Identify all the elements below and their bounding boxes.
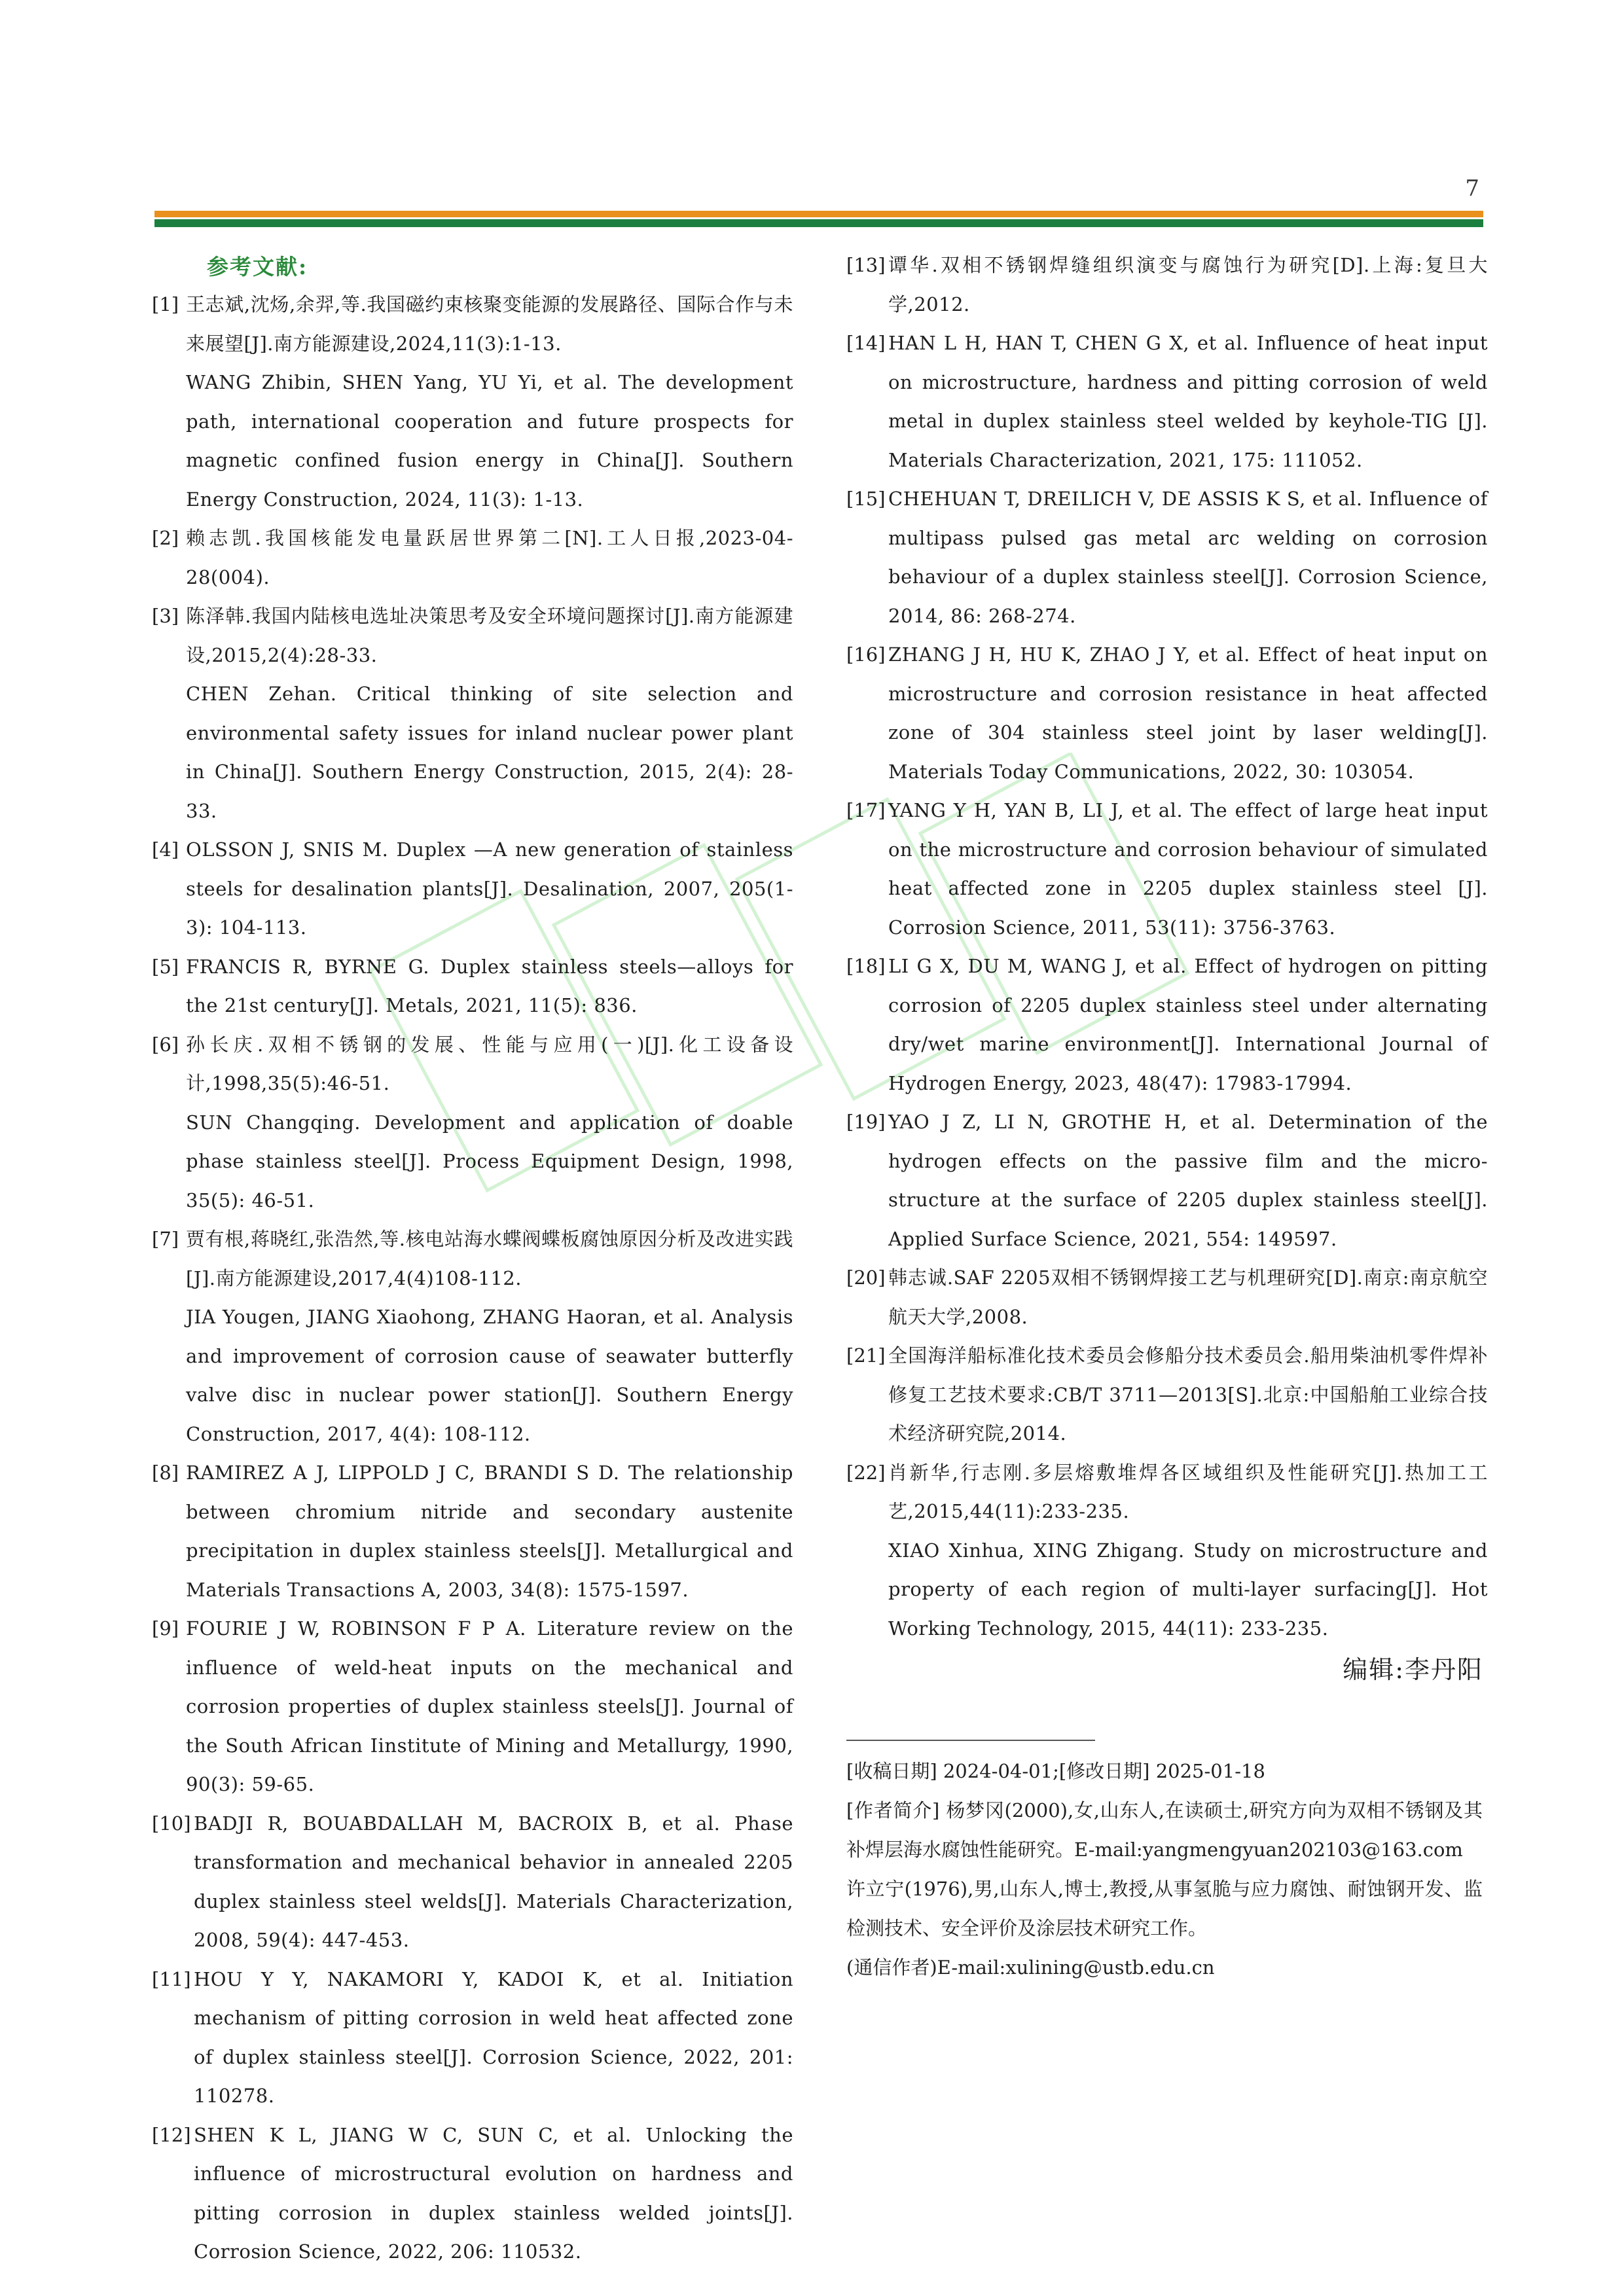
- reference-item: [152, 831, 793, 948]
- dates-line: [846, 1751, 1483, 1791]
- reference-english: XIAO Xinhua, XING Zhigang. Study on microstructure and property of each region of multi-layer surfacing[J]. Hot Working Technology, 2015, 44(11): 233-235.: [888, 1539, 1488, 1640]
- reference-body: [186, 1026, 793, 1221]
- reference-english: FRANCIS R, BYRNE G. Duplex stainless steels—alloys for the 21st century[J]. Metals, 2021, 11(5): 836.: [186, 955, 793, 1016]
- references-heading: 参考文献:: [207, 254, 308, 279]
- reference-number: [6]: [152, 1033, 179, 1056]
- reference-item: [152, 1454, 793, 1609]
- header-rule-orange: [154, 211, 1483, 217]
- reference-number: [8]: [152, 1462, 179, 1484]
- reference-item: [152, 1609, 793, 1804]
- reference-body: [888, 324, 1488, 480]
- reference-number: [9]: [152, 1617, 179, 1640]
- reference-number: [20]: [846, 1266, 886, 1289]
- reference-body: [186, 1220, 793, 1454]
- reference-english: HAN L H, HAN T, CHEN G X, et al. Influence of heat input on microstructure, hardness and pitting corrosion of weld metal in duplex stainless steel welded by keyhole-TIG [J]. Materials Characterization, 2021, 175: 111052.: [888, 332, 1488, 471]
- reference-body: [186, 1609, 793, 1804]
- reference-body: [186, 519, 793, 597]
- reference-number: [13]: [846, 254, 886, 276]
- reference-item: [152, 1026, 793, 1221]
- reference-english: HOU Y Y, NAKAMORI Y, KADOI K, et al. Initiation mechanism of pitting corrosion in weld heat affected zone of duplex stainless steel[J]. Corrosion Science, 2022, 201: 110278.: [194, 1967, 793, 2107]
- reference-english: WANG Zhibin, SHEN Yang, YU Yi, et al. The development path, international cooperation and future prospects for magnetic confined fusion energy in China[J]. Southern Energy Construction, 2024, 11(3): 1-13.: [186, 371, 793, 511]
- reference-number: [19]: [846, 1111, 886, 1133]
- reference-chinese: 王志斌,沈炀,余羿,等.我国磁约束核聚变能源的发展路径、国际合作与未来展望[J].南方能源建设,2024,11(3):1-13.: [186, 293, 793, 355]
- reference-chinese: 贾有根,蒋晓红,张浩然,等.核电站海水蝶阀蝶板腐蚀原因分析及改进实践[J].南方能源建设,2017,4(4)108-112.: [186, 1228, 793, 1289]
- reference-number: [15]: [846, 488, 886, 510]
- reference-number: [5]: [152, 955, 179, 978]
- reference-english: SHEN K L, JIANG W C, SUN C, et al. Unlocking the influence of microstructural evolution on hardness and pitting corrosion in duplex stainless welded joints[J]. Corrosion Science, 2022, 206: 110532.: [194, 2123, 793, 2263]
- reference-body: [186, 948, 793, 1026]
- reference-english: RAMIREZ A J, LIPPOLD J C, BRANDI S D. The relationship between chromium nitride and secondary austenite precipitation in duplex stainless steels[J]. Metallurgical and Materials Transactions A, 2003, 34(8): 1575-1597.: [186, 1462, 793, 1601]
- reference-english: CHEHUAN T, DREILICH V, DE ASSIS K S, et al. Influence of multipass pulsed gas metal arc welding on corrosion behaviour of a duplex stainless steel[J]. Corrosion Science, 2014, 86: 268-274.: [888, 488, 1488, 627]
- revised-label: [修改日期]: [1058, 1760, 1150, 1782]
- reference-item: [846, 947, 1488, 1103]
- reference-number: [7]: [152, 1228, 179, 1250]
- reference-item: [152, 597, 793, 831]
- reference-english: LI G X, DU M, WANG J, et al. Effect of hydrogen on pitting corrosion of 2205 duplex stainless steel under alternating dry/wet marine environment[J]. International Journal of Hydrogen Energy, 2023, 48(47): 17983-17994.: [888, 955, 1488, 1094]
- reference-body: [888, 791, 1488, 947]
- reference-chinese: 肖新华,行志刚.多层熔敷堆焊各区域组织及性能研究[J].热加工工艺,2015,44(11):233-235.: [888, 1461, 1488, 1522]
- reference-item: [152, 2116, 793, 2272]
- reference-item: [846, 1103, 1488, 1259]
- editor-credit: 编辑:李丹阳: [1343, 1655, 1483, 1684]
- author-label: [作者简介]: [846, 1799, 940, 1821]
- reference-number: [22]: [846, 1461, 886, 1484]
- reference-number: [21]: [846, 1344, 886, 1367]
- reference-chinese: 孙长庆.双相不锈钢的发展、性能与应用(一)[J].化工设备设计,1998,35(5):46-51.: [186, 1033, 793, 1094]
- reference-item: [152, 519, 793, 597]
- reference-english: FOURIE J W, ROBINSON F P A. Literature review on the influence of weld-heat inputs on the mechanical and corrosion properties of duplex stainless steels[J]. Journal of the South African Iinstitute of Mining and Metallurgy, 1990, 90(3): 59-65.: [186, 1617, 793, 1795]
- reference-body: [186, 597, 793, 831]
- reference-body: [186, 1454, 793, 1609]
- reference-item: [846, 1336, 1488, 1454]
- footnote-rule: [846, 1740, 1095, 1741]
- reference-number: [17]: [846, 799, 886, 821]
- page-number: 7: [1465, 175, 1479, 202]
- reference-chinese: 全国海洋船标准化技术委员会修船分技术委员会.船用柴油机零件焊补修复工艺技术要求:CB/T 3711—2013[S].北京:中国船舶工业综合技术经济研究院,2014.: [888, 1344, 1488, 1444]
- reference-english: BADJI R, BOUABDALLAH M, BACROIX B, et al. Phase transformation and mechanical behavior in annealed 2205 duplex stainless steel welds[J]. Materials Characterization, 2008, 59(4): 447-453.: [194, 1812, 793, 1951]
- reference-chinese: 谭华.双相不锈钢焊缝组织演变与腐蚀行为研究[D].上海:复旦大学,2012.: [888, 254, 1488, 315]
- received-label: [收稿日期]: [846, 1760, 937, 1782]
- reference-english: YAO J Z, LI N, GROTHE H, et al. Determination of the hydrogen effects on the passive film and the micro-structure at the surface of 2205 duplex stainless steel[J]. Applied Surface Science, 2021, 554: 149597.: [888, 1111, 1488, 1250]
- author1-text: 杨梦冈(2000),女,山东人,在读硕士,研究方向为双相不锈钢及其补焊层海水腐蚀性能研究。E-mail:yangmengyuan202103@163.com: [846, 1799, 1483, 1861]
- reference-body: [888, 636, 1488, 791]
- reference-body: [888, 1103, 1488, 1259]
- reference-number: [18]: [846, 955, 886, 977]
- reference-english: YANG Y H, YAN B, LI J, et al. The effect of large heat input on the microstructure and corrosion behaviour of simulated heat affected zone in 2205 duplex stainless steel [J]. Corrosion Science, 2011, 53(11): 3756-3763.: [888, 799, 1488, 939]
- reference-number: [12]: [152, 2123, 191, 2146]
- reference-body: [194, 2116, 793, 2272]
- reference-item: [846, 1454, 1488, 1649]
- reference-item: [152, 1960, 793, 2116]
- reference-number: [10]: [152, 1812, 191, 1835]
- reference-number: [14]: [846, 332, 886, 354]
- reference-body: [194, 1804, 793, 1960]
- reference-number: [16]: [846, 643, 886, 666]
- reference-number: [2]: [152, 527, 179, 549]
- reference-body: [194, 1960, 793, 2116]
- reference-item: [846, 246, 1488, 324]
- reference-english: CHEN Zehan. Critical thinking of site selection and environmental safety issues for inland nuclear power plant in China[J]. Southern Energy Construction, 2015, 2(4): 28-33.: [186, 683, 793, 822]
- reference-english: SUN Changqing. Development and application of doable phase stainless steel[J]. Process Equipment Design, 1998, 35(5): 46-51.: [186, 1111, 793, 1211]
- author-bio-2: 许立宁(1976),男,山东人,博士,教授,从事氢脆与应力腐蚀、耐蚀钢开发、监检测技术、安全评价及涂层技术研究工作。: [846, 1878, 1483, 1939]
- reference-english: JIA Yougen, JIANG Xiaohong, ZHANG Haoran, et al. Analysis and improvement of corrosion cause of seawater butterfly valve disc in nuclear power station[J]. Southern Energy Construction, 2017, 4(4): 108-112.: [186, 1306, 793, 1445]
- author-bio-1: [846, 1791, 1483, 1869]
- reference-item: [152, 1220, 793, 1454]
- received-date: 2024-04-01;: [943, 1760, 1059, 1782]
- reference-chinese: 赖志凯.我国核能发电量跃居世界第二[N].工人日报,2023-04-28(004).: [186, 527, 793, 588]
- reference-item: [152, 285, 793, 519]
- reference-body: [888, 1454, 1488, 1649]
- reference-number: [3]: [152, 605, 179, 627]
- reference-english: OLSSON J, SNIS M. Duplex —A new generation of stainless steels for desalination plants[J]. Desalination, 2007, 205(1-3): 104-113.: [186, 838, 793, 939]
- reference-body: [888, 246, 1488, 324]
- reference-item: [846, 1259, 1488, 1336]
- reference-english: ZHANG J H, HU K, ZHAO J Y, et al. Effect of heat input on microstructure and corrosion resistance in heat affected zone of 304 stainless steel joint by laser welding[J]. Materials Today Communications, 2022, 30: 103054.: [888, 643, 1488, 783]
- corresponding-email: (通信作者)E-mail:xulining@ustb.edu.cn: [846, 1956, 1215, 1979]
- reference-chinese: 韩志诚.SAF 2205双相不锈钢焊接工艺与机理研究[D].南京:南京航空航天大学,2008.: [888, 1266, 1488, 1328]
- reference-body: [888, 947, 1488, 1103]
- references-list-right: [846, 246, 1488, 1648]
- footnotes: [846, 1751, 1483, 1987]
- reference-body: [888, 480, 1488, 636]
- reference-item: [152, 948, 793, 1026]
- revised-date: 2025-01-18: [1155, 1760, 1265, 1782]
- reference-number: [1]: [152, 293, 179, 315]
- reference-item: [152, 1804, 793, 1960]
- reference-number: [11]: [152, 1967, 191, 1990]
- reference-item: [846, 636, 1488, 791]
- reference-number: [4]: [152, 838, 179, 861]
- references-list-left: [152, 285, 793, 2272]
- reference-body: [888, 1336, 1488, 1454]
- reference-body: [186, 831, 793, 948]
- reference-body: [186, 285, 793, 519]
- reference-body: [888, 1259, 1488, 1336]
- header-rule-green: [154, 219, 1483, 227]
- reference-item: [846, 791, 1488, 947]
- reference-item: [846, 480, 1488, 636]
- reference-chinese: 陈泽韩.我国内陆核电选址决策思考及安全环境问题探讨[J].南方能源建设,2015,2(4):28-33.: [186, 605, 793, 666]
- reference-item: [846, 324, 1488, 480]
